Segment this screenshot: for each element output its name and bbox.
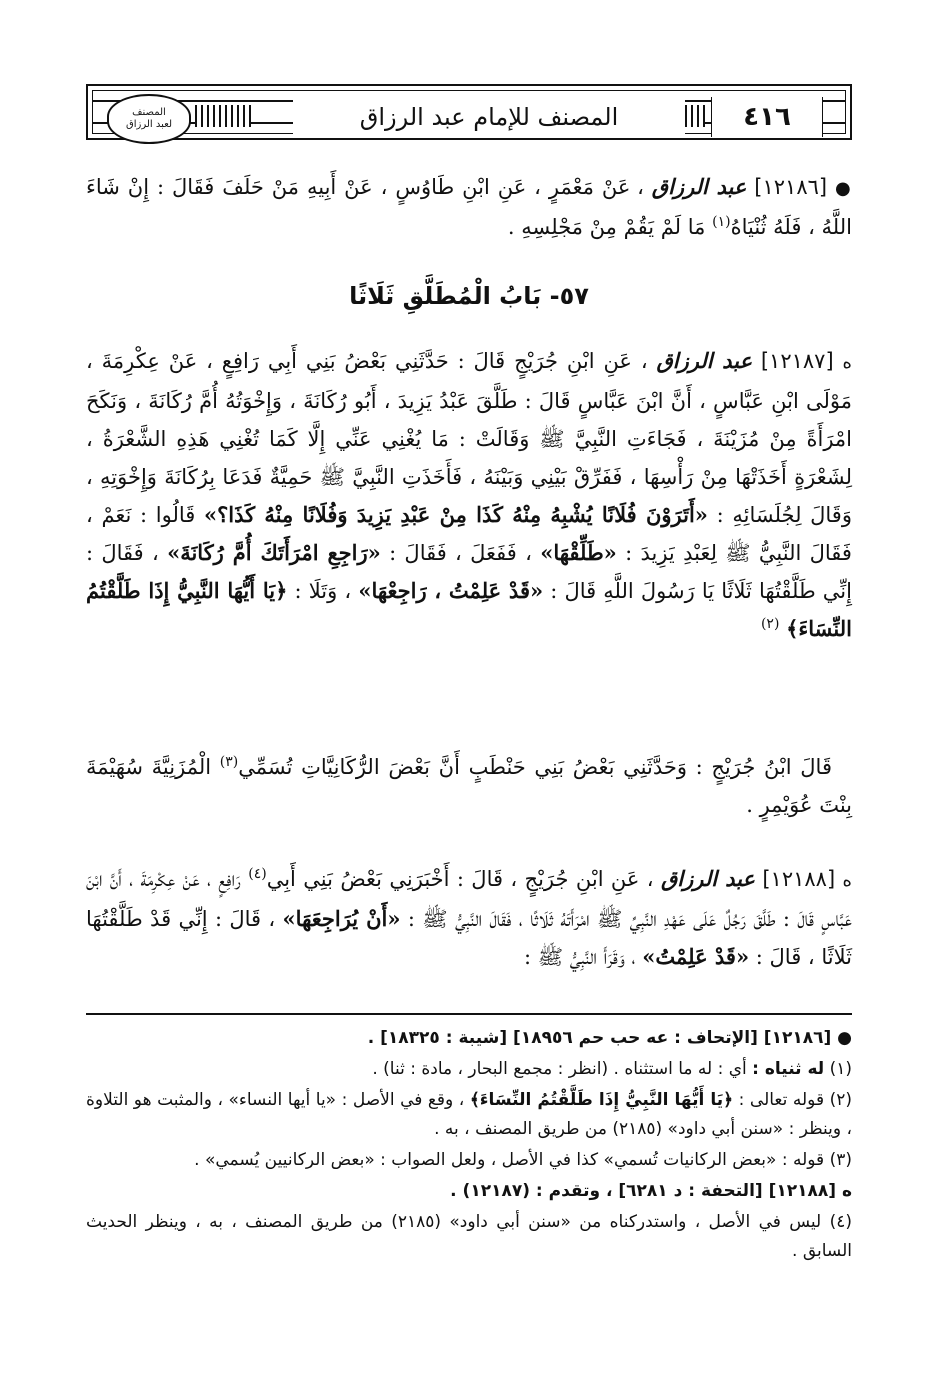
footnote-label: (٢) — [829, 1090, 853, 1110]
footnote-text: [١٢١٨٦] [الإتحاف : عه حب حم ١٨٩٥٦] [شيبة : ١٨٣٢٥] . — [367, 1028, 832, 1048]
prophet-quote: «رَاجِعِ امْرَأَتَكَ أُمَّ رُكَانَةَ» — [167, 540, 381, 565]
logo-text: المصنف — [132, 107, 166, 118]
running-title: المصنف للإمام عبد الرزاق — [293, 97, 685, 137]
footnote-term: له ثنياه : — [752, 1059, 825, 1079]
bullet-icon: ه — [842, 352, 852, 373]
footnotes — [86, 1024, 852, 1268]
footnote-2 — [86, 1086, 852, 1144]
narrator-name: عبد الرزاق — [651, 174, 747, 199]
hadith-text: قَالُوا : نَعَمْ ، فَقَالَ النَّبِيُّ ﷺ لِعَبْدِ يَزِيدَ : — [86, 503, 852, 565]
hadith-paragraph — [86, 168, 852, 246]
footnote-text: [١٢١٨٨] [التحفة : د ٦٢٨١] ، وتقدم : (١٢١٨٧) . — [450, 1181, 837, 1201]
narrator-name: عبد الرزاق — [656, 348, 752, 373]
ibn-jurayj-paragraph — [86, 748, 852, 824]
footnote-separator — [86, 1013, 852, 1015]
hadith-number: [١٢١٨٧] — [760, 349, 834, 373]
quran-verse: ﴿يَا أَيُّهَا النَّبِيُّ إِذَا طَلَّقْتُمُ النِّسَاءَ﴾ — [469, 1090, 734, 1110]
hadith-12188 — [86, 860, 852, 976]
header-frame — [92, 90, 846, 134]
hadith-text: ، قَالَ : إِنِّي قَدْ طَلَّقْتُهَا ثَلَاثًا ، قَالَ : — [86, 907, 852, 969]
footnote-text: ، وقع في الأصل : «يا أيها النساء» ، والمثبت هو التلاوة ، وينظر : «سنن أبي داود» (٢١٨٥) من طريق المصنف ، به . — [86, 1090, 852, 1139]
hadith-number: [١٢١٨٦] — [754, 175, 828, 199]
hadith-paragraph — [86, 342, 852, 648]
bullet-icon: ● — [835, 178, 852, 199]
hadith-text: ، وَقَرَأَ النَّبِيُّ ﷺ : — [523, 945, 636, 969]
ornament-icon — [195, 105, 251, 127]
hadith-text: ، عَنِ ابْنِ جُرَيْجٍ ، قَالَ : أَخْبَرَنِي بَعْضُ بَنِي أَبِي — [266, 867, 654, 891]
hadith-12187 — [86, 342, 852, 648]
bullet-icon: ● — [837, 1028, 852, 1048]
footnote-text: ليس في الأصل ، واستدركناه من «سنن أبي داود» (٢١٨٥) من طريق المصنف ، به ، وينظر الحديث السابق . — [86, 1212, 852, 1261]
prophet-quote: «قَدْ عَلِمْتُ ، رَاجِعْهَا» — [358, 578, 544, 603]
footnote-source — [86, 1024, 852, 1053]
hadith-text: قَالَ ابْنُ جُرَيْجٍ : وَحَدَّثَنِي بَعْضُ بَنِي حَنْطَبٍ أَنَّ بَعْضَ الرُّكَانِيَّاتِ تُسَمِّي — [238, 755, 832, 779]
quran-verse: ﴿يَا أَيُّهَا النَّبِيُّ إِذَا طَلَّقْتُمُ النِّسَاءَ﴾ — [86, 578, 852, 641]
footnote-label: (٣) — [829, 1150, 852, 1170]
hadith-text: الْمُزَنِيَّةَ سُهَيْمَةَ بِنْتَ عُوَيْمِرٍ . — [86, 755, 852, 817]
footnote-3 — [86, 1146, 852, 1175]
footnote-text: أي : له ما استثناه . (انظر : مجمع البحار ، مادة : ثنا) . — [372, 1059, 747, 1079]
prophet-quote: «أَتَرَوْنَ فُلَانًا يُشْبِهُ مِنْهُ كَذَا مِنْ عَبْدِ يَزِيدَ وَفُلَانًا مِنْهُ كَذَا؟» — [203, 502, 708, 527]
book-logo — [107, 94, 191, 144]
hadith-text: مَا لَمْ يَقُمْ مِنْ مَجْلِسِهِ . — [507, 215, 706, 239]
hadith-paragraph — [86, 860, 852, 976]
chapter-title: ٥٧- بَابُ الْمُطَلَّقِ ثَلَاثًا — [349, 282, 589, 310]
footnote-text: قوله تعالى : — [738, 1090, 825, 1110]
footnote-ref[interactable]: (٤) — [248, 866, 267, 882]
footnote-4 — [86, 1208, 852, 1266]
footnote-ref[interactable]: (٢) — [760, 616, 780, 632]
logo-text: لعبد الرزاق — [125, 119, 173, 130]
footnote-ref[interactable]: (١) — [712, 214, 731, 230]
hadith-12186 — [86, 168, 852, 246]
page-header — [86, 84, 852, 140]
footnote-ref[interactable]: (٣) — [219, 754, 239, 770]
footnote-text: قوله : «بعض الركانيات تُسمي» كذا في الأصل ، ولعل الصواب : «بعض الركانيين يُسمي» . — [194, 1150, 825, 1170]
prophet-quote: «قَدْ عَلِمْتُ» — [642, 944, 750, 969]
hadith-text: رَافِعٍ ، عَنْ عِكْرِمَةَ ، أَنَّ ابْنَ عَبَّاسٍ قَالَ : طَلَّقَ رَجُلٌ عَلَى عَهْدِ النَّبِيِّ ﷺ امْرَأَتَهُ ثَلَاثًا ، فَقَالَ النَّبِيُّ ﷺ : — [86, 867, 852, 931]
prophet-quote: «أَنْ يُرَاجِعَهَا» — [282, 906, 401, 931]
prophet-quote: «طَلِّقْهَا» — [540, 540, 617, 565]
hadith-number: [١٢١٨٨] — [762, 867, 836, 891]
bullet-icon: ه — [842, 870, 852, 891]
footnote-label: (٤) — [829, 1212, 853, 1232]
footnote-1 — [86, 1055, 852, 1084]
hadith-text: ، وَتَلَا : — [294, 579, 352, 603]
bullet-icon: ه — [841, 1181, 852, 1201]
narrator-name: عبد الرزاق — [660, 866, 755, 891]
hadith-text: ، عَنِ ابْنِ جُرَيْجٍ قَالَ : حَدَّثَنِي بَعْضُ بَنِي أَبِي رَافِعٍ ، عَنْ عِكْرِمَةَ ، مَوْلَى ابْنِ عَبَّاسٍ ، أَنَّ ابْنَ عَبَّاسٍ قَالَ : طَلَّقَ عَبْدُ يَزِيدَ ، أَبُو رُكَانَةَ ، وَإِخْوَتُهُ أُمَّ رُكَانَةَ ، وَنَكَحَ امْرَأَةً مِنْ مُزَيْنَةَ ، فَجَاءَتِ النَّبِيَّ ﷺ وَقَالَتْ : مَا يُغْنِي عَنِّي إِلَّا كَمَا تُغْنِي هَذِهِ الشَّعْرَةُ ، لِشَعْرَةٍ أَخَذَتْهَا مِنْ رَأْسِهَا ، فَفَرِّقْ بَيْنِي وَبَيْنَهُ ، فَأَخَذَتِ النَّبِيَّ ﷺ حَمِيَّةٌ فَدَعَا بِرُكَانَةَ وَإِخْوَتِهِ ، وَقَالَ لِجُلَسَائِهِ : — [86, 349, 852, 527]
hadith-text: ، عَنْ مَعْمَرٍ ، عَنِ ابْنِ طَاوُسٍ ، عَنْ أَبِيهِ مَنْ حَلَفَ فَقَالَ : إِنْ شَاءَ اللَّهُ ، فَلَهُ ثُنْيَاهُ — [86, 175, 852, 239]
hadith-text: ، فَقَالَ : إِنِّي طَلَّقْتُهَا ثَلَاثًا يَا رَسُولَ اللَّهِ قَالَ : — [86, 541, 852, 603]
footnote-source — [86, 1177, 852, 1206]
footnote-label: (١) — [829, 1059, 852, 1079]
hadith-paragraph — [86, 748, 852, 824]
page-number: ٤١٦ — [711, 97, 823, 137]
hadith-text: ، فَفَعَلَ ، فَقَالَ : — [389, 541, 532, 565]
